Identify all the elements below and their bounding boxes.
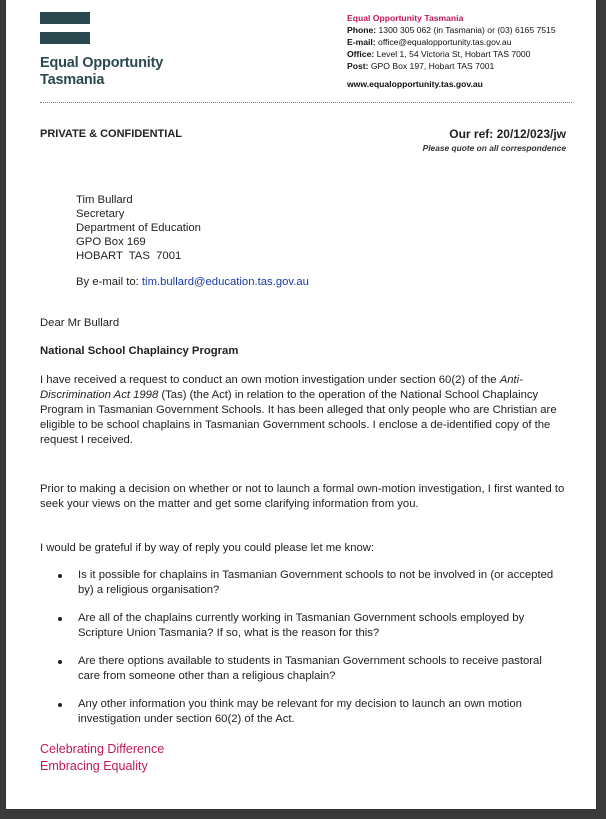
question-list <box>58 568 558 740</box>
phone-value: 1300 305 062 (in Tasmania) or (03) 6165 7515 <box>378 25 556 35</box>
contact-block <box>347 12 556 90</box>
list-item <box>58 654 558 684</box>
bullet-icon <box>58 574 62 578</box>
our-ref: Our ref: 20/12/023/jw <box>449 127 566 141</box>
confidentiality-label: PRIVATE & CONFIDENTIAL <box>40 128 182 140</box>
recipient-name: Tim Bullard <box>76 194 133 206</box>
bullet-icon <box>58 703 62 707</box>
letter-page <box>6 0 596 809</box>
list-item <box>58 568 558 598</box>
paragraph-2: Prior to making a decision on whether or not to launch a formal own-motion investigation, I first wanted to seek your views on the matter and get some clarifying information from you. <box>40 483 565 510</box>
logo-bar-bottom <box>40 32 90 44</box>
paragraph-3: I would be grateful if by way of reply you could please let me know: <box>40 542 375 554</box>
list-item-text: Is it possible for chaplains in Tasmanian Government schools to not be involved in (or accepted by) a religious organisation? <box>78 569 554 596</box>
post-line <box>347 60 556 72</box>
office-line <box>347 48 556 60</box>
phone-label: Phone: <box>347 25 377 35</box>
footer-tagline <box>40 741 164 775</box>
salutation: Dear Mr Bullard <box>40 317 120 329</box>
bullet-icon <box>58 660 62 664</box>
logo-wordmark <box>40 55 163 89</box>
phone-line <box>347 24 556 36</box>
email-value[interactable]: office@equalopportunity.tas.gov.au <box>378 37 512 47</box>
logo-line1: Equal Opportunity <box>40 55 164 71</box>
tagline-line2: Embracing Equality <box>40 759 148 773</box>
recipient-email-link[interactable]: tim.bullard@education.tas.gov.au <box>141 276 309 288</box>
recipient-department: Department of Education <box>76 222 201 234</box>
subject-heading: National School Chaplaincy Program <box>40 345 239 357</box>
recipient-address <box>76 193 201 263</box>
list-item <box>58 697 558 727</box>
office-value: Level 1, 54 Victoria St, Hobart TAS 7000 <box>376 49 531 59</box>
recipient-city: HOBART TAS 7001 <box>76 250 182 262</box>
bullet-icon <box>58 617 62 621</box>
paragraph-1 <box>40 373 565 448</box>
office-label: Office: <box>347 49 375 59</box>
email-label: E-mail: <box>347 37 376 47</box>
tagline-line1: Celebrating Difference <box>40 742 165 756</box>
recipient-po-box: GPO Box 169 <box>76 236 146 248</box>
paragraph-1-end: (Tas) (the Act) in relation to the operation of the National School Chaplaincy Program in Tasmanian Government Schools. It has been alleged that only people who are Christian are eligible to be school chaplains in Tasmanian Government schools. I enclose a de-identified copy of the request I received. <box>40 389 557 446</box>
post-value: GPO Box 197, Hobart TAS 7001 <box>370 61 495 71</box>
reference-block <box>423 127 566 153</box>
list-item-text: Any other information you think may be relevant for my decision to launch an own motion investigation under section 60(2) of the Act. <box>78 698 522 725</box>
website-link[interactable]: www.equalopportunity.tas.gov.au <box>347 79 483 89</box>
list-item <box>58 611 558 641</box>
recipient-email-line <box>76 276 309 288</box>
logo-bar-top <box>40 12 90 24</box>
act-title: Anti-Discrimination Act 1998 <box>40 374 523 401</box>
ref-note: Please quote on all correspondence <box>422 143 566 153</box>
list-item-text: Are all of the chaplains currently working in Tasmanian Government schools employed by Scripture Union Tasmania? If so, what is the reason for this? <box>78 612 525 639</box>
post-label: Post: <box>347 61 369 71</box>
list-item-text: Are there options available to students in Tasmanian Government schools to receive pastoral care from someone other than a religious chaplain? <box>78 655 542 682</box>
recipient-title: Secretary <box>76 208 125 220</box>
email-prefix: By e-mail to: <box>76 276 139 288</box>
header-divider <box>40 102 572 103</box>
paragraph-1-start: I have received a request to conduct an own motion investigation under section 60(2) of the <box>40 374 500 386</box>
logo-line2: Tasmania <box>40 72 105 88</box>
org-name: Equal Opportunity Tasmania <box>347 13 464 23</box>
email-line <box>347 36 556 48</box>
